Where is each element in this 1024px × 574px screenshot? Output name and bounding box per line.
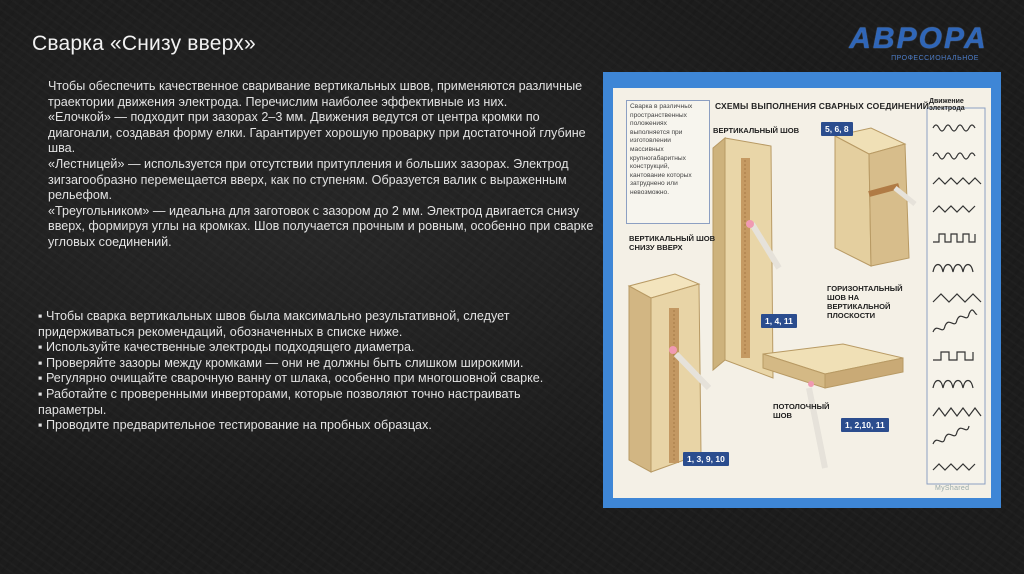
welding-diagram-figure: [603, 72, 1001, 508]
logo-tagline: ПРОФЕССИОНАЛЬНОЕ: [891, 55, 979, 62]
aurora-logo: [836, 22, 1001, 64]
tip-item: ▪ Регулярно очищайте сварочную ванну от шлака, особенно при многошовной сварке.: [38, 371, 544, 386]
badge-positions-1-2-10-11: 1, 2,10, 11: [841, 418, 889, 432]
watermark-text: MyShared: [935, 485, 970, 492]
intro-paragraph: Чтобы обеспечить качественное сваривание вертикальных швов, применяются различные траектории движения электрода. Перечислим наиболее эффективные из них.: [48, 79, 583, 109]
electrode-motion-heading: Движение электрода: [929, 98, 965, 112]
tip-item: ▪ Используйте качественные электроды подходящего диаметра.: [38, 340, 415, 355]
tip-item: ▪ Работайте с проверенными инверторами, которые позволяют точно настраивать: [38, 386, 521, 401]
badge-positions-5-6-8: 5, 6, 8: [821, 122, 853, 136]
tip-item: ▪ Чтобы сварка вертикальных швов была максимально результативной, следует придерживаться рекомендаций, обозначенных в списке ниже.: [38, 309, 510, 339]
vertical-seam-plate: [713, 138, 779, 378]
intro-paragraph: «Лестницей» — используется при отсутствии притупления и больших зазорах. Электрод зигзагообразно перемещается вверх, как по ступеням. Образуется валик с выраженным рельефом.: [48, 156, 569, 203]
tip-item: ▪ Проверяйте зазоры между кромками — они не должны быть слишком широкими.: [38, 355, 524, 370]
badge-positions-1-4-11: 1, 4, 11: [761, 314, 797, 328]
vertical-up-plate: [629, 274, 709, 472]
intro-text-block: [48, 79, 596, 251]
badge-positions-1-3-9-10: 1, 3, 9, 10: [683, 452, 729, 466]
tip-item: ▪ Проводите предварительное тестирование на пробных образцах.: [38, 418, 432, 433]
tips-list: [38, 309, 578, 434]
electrode-motion-column: [927, 108, 985, 484]
label-horizontal-seam: ГОРИЗОНТАЛЬНЫЙ ШОВ НА ВЕРТИКАЛЬНОЙ ПЛОСКОСТИ: [827, 284, 903, 320]
intro-paragraph: «Елочкой» — подходит при зазорах 2–3 мм. Движения ведутся от центра кромки по диагонали, создавая форму елки. Гарантирует хорошую проварку при достаточной глубине шва.: [48, 110, 586, 156]
logo-brand-text: АВРОРА: [849, 22, 988, 55]
label-ceiling-seam: ПОТОЛОЧНЫЙ ШОВ: [773, 402, 830, 420]
figure-heading: СХЕМЫ ВЫПОЛНЕНИЯ СВАРНЫХ СОЕДИНЕНИЙ: [715, 101, 930, 111]
label-vertical-up-seam: ВЕРТИКАЛЬНЫЙ ШОВ СНИЗУ ВВЕРХ: [629, 234, 716, 252]
intro-paragraph: «Треугольником» — идеальна для заготовок с зазором до 2 мм. Электрод двигается снизу вверх, формируя углы на кромках. Шов получается прочным и ровным, особенно при сварке угловых соединений.: [48, 203, 594, 249]
corner-joint-plate: [835, 128, 915, 266]
tip-item: параметры.: [38, 402, 107, 417]
label-vertical-seam: ВЕРТИКАЛЬНЫЙ ШОВ: [713, 126, 800, 135]
slide-title: Сварка «Снизу вверх»: [32, 32, 256, 55]
welding-diagram-canvas: [613, 88, 991, 498]
figure-note: Сварка в различных пространственных положениях выполняется при изготовлении массивных крупногабаритных конструкций, кантование которых затруднено или невозможно.: [626, 100, 710, 224]
